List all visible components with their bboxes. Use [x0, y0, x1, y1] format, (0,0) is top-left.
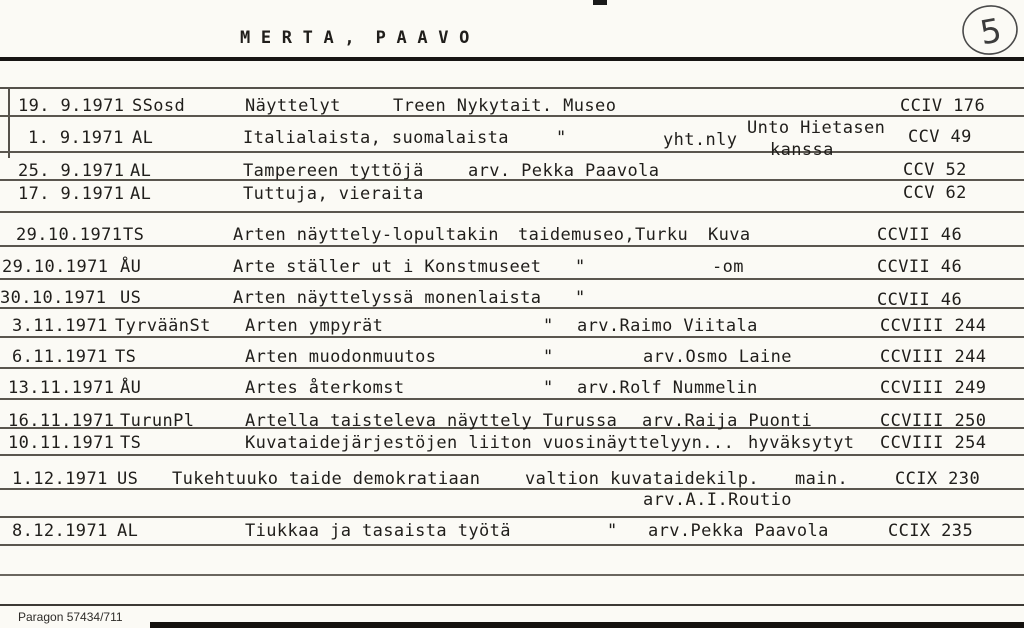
cell-date: 10.11.1971 [8, 433, 115, 453]
cell-ditto: " [575, 288, 586, 308]
cell-ref: CCIX 230 [895, 469, 981, 489]
cell-date: 17. 9.1971 [18, 184, 125, 204]
cell-source: ÅU [120, 378, 142, 398]
cell-source: SSosd [132, 96, 186, 116]
cell-ref: CCVIII 244 [880, 347, 987, 367]
cell-ref: CCVII 46 [877, 290, 963, 310]
cell-date: 3.11.1971 [12, 316, 108, 336]
cell-source: TS [123, 225, 145, 245]
cell-note: hyväksytyt [748, 433, 855, 453]
cell-source: TS [115, 347, 137, 367]
cell-ref: CCVIII 254 [880, 433, 987, 453]
cell-note: taidemuseo,Turku [518, 225, 689, 245]
cell-note: Treen Nykytait. Museo [393, 96, 617, 116]
cell-note: Unto Hietasen [747, 118, 886, 138]
cell-note: arv. Pekka Paavola [468, 161, 660, 181]
cell-title: Arten muodonmuutos [245, 347, 437, 367]
cell-title: Artella taisteleva näyttely Turussa [245, 411, 618, 431]
cell-ref: CCVII 46 [877, 257, 963, 277]
cell-ditto: " [543, 347, 554, 367]
cell-title: Arten näyttely-lopultakin [233, 225, 499, 245]
cell-date: 1. 9.1971 [28, 128, 124, 148]
cell-ref: CCIV 176 [900, 96, 986, 116]
cell-note: valtion kuvataidekilp. [525, 469, 759, 489]
cell-note: Kuva [708, 225, 751, 245]
cell-note: arv.Rolf Nummelin [577, 378, 758, 398]
footer-imprint: Paragon 57434/711 [18, 610, 123, 624]
cell-title: Artes återkomst [245, 378, 405, 398]
cell-source: TurunPl [120, 411, 195, 431]
cell-source: AL [130, 161, 152, 181]
cell-date: 30.10.1971 [0, 288, 107, 308]
cell-title: Näyttelyt [245, 96, 341, 116]
cell-title: Kuvataidejärjestöjen liiton vuosinäyttelyyn... [245, 433, 735, 453]
cell-source: ÅU [120, 257, 142, 277]
page-title: M E R T A , P A A V O [240, 28, 470, 48]
cell-date: 16.11.1971 [8, 411, 115, 431]
cell-source: AL [132, 128, 154, 148]
cell-note: yht.nly [663, 130, 738, 150]
cell-note: arv.Osmo Laine [643, 347, 792, 367]
cell-date: 29.10.1971 [2, 257, 109, 277]
cell-date: 25. 9.1971 [18, 161, 125, 181]
cell-note: arv.Pekka Paavola [648, 521, 829, 541]
cell-title: Arten ympyrät [245, 316, 384, 336]
cell-ref: CCVII 46 [877, 225, 963, 245]
cell-ditto: " [607, 521, 618, 541]
cell-source: TyrväänSt [115, 316, 211, 336]
cell-source: AL [130, 184, 152, 204]
cell-note: kanssa [770, 140, 834, 160]
cell-ref: CCVIII 249 [880, 378, 987, 398]
cell-date: 6.11.1971 [12, 347, 108, 367]
cell-source: TS [120, 433, 142, 453]
cell-note: arv.Raija Puonti [642, 411, 813, 431]
cell-ditto: " [543, 378, 554, 398]
cell-source: US [117, 469, 139, 489]
cell-note: arv.A.I.Routio [643, 490, 792, 510]
cell-ditto: " [543, 316, 554, 336]
cell-source: AL [117, 521, 139, 541]
cell-ref: CCVIII 250 [880, 411, 987, 431]
cell-title: Italialaista, suomalaista [243, 128, 509, 148]
cell-ditto: " [556, 128, 567, 148]
cell-date: 29.10.1971 [16, 225, 123, 245]
cell-title: Tampereen tyttöjä [243, 161, 424, 181]
cell-note: arv.Raimo Viitala [577, 316, 758, 336]
cell-ref: CCIX 235 [888, 521, 974, 541]
page-number: 5 [977, 10, 1005, 53]
cell-note: main. [795, 469, 849, 489]
cell-date: 19. 9.1971 [18, 96, 125, 116]
cell-title: Tukehtuuko taide demokratiaan [172, 469, 481, 489]
cell-date: 13.11.1971 [8, 378, 115, 398]
cell-ditto: " [575, 257, 586, 277]
cell-ref: CCVIII 244 [880, 316, 987, 336]
cell-title: Tiukkaa ja tasaista työtä [245, 521, 511, 541]
cell-source: US [120, 288, 142, 308]
cell-date: 8.12.1971 [12, 521, 108, 541]
cell-ref: CCV 52 [903, 160, 967, 180]
cell-note: -om [712, 257, 744, 277]
cell-date: 1.12.1971 [12, 469, 108, 489]
cell-title: Arte ställer ut i Konstmuseet [233, 257, 542, 277]
cell-ref: CCV 62 [903, 183, 967, 203]
cell-ref: CCV 49 [908, 127, 972, 147]
cell-title: Tuttuja, vieraita [243, 184, 424, 204]
cell-title: Arten näyttelyssä monenlaista [233, 288, 542, 308]
